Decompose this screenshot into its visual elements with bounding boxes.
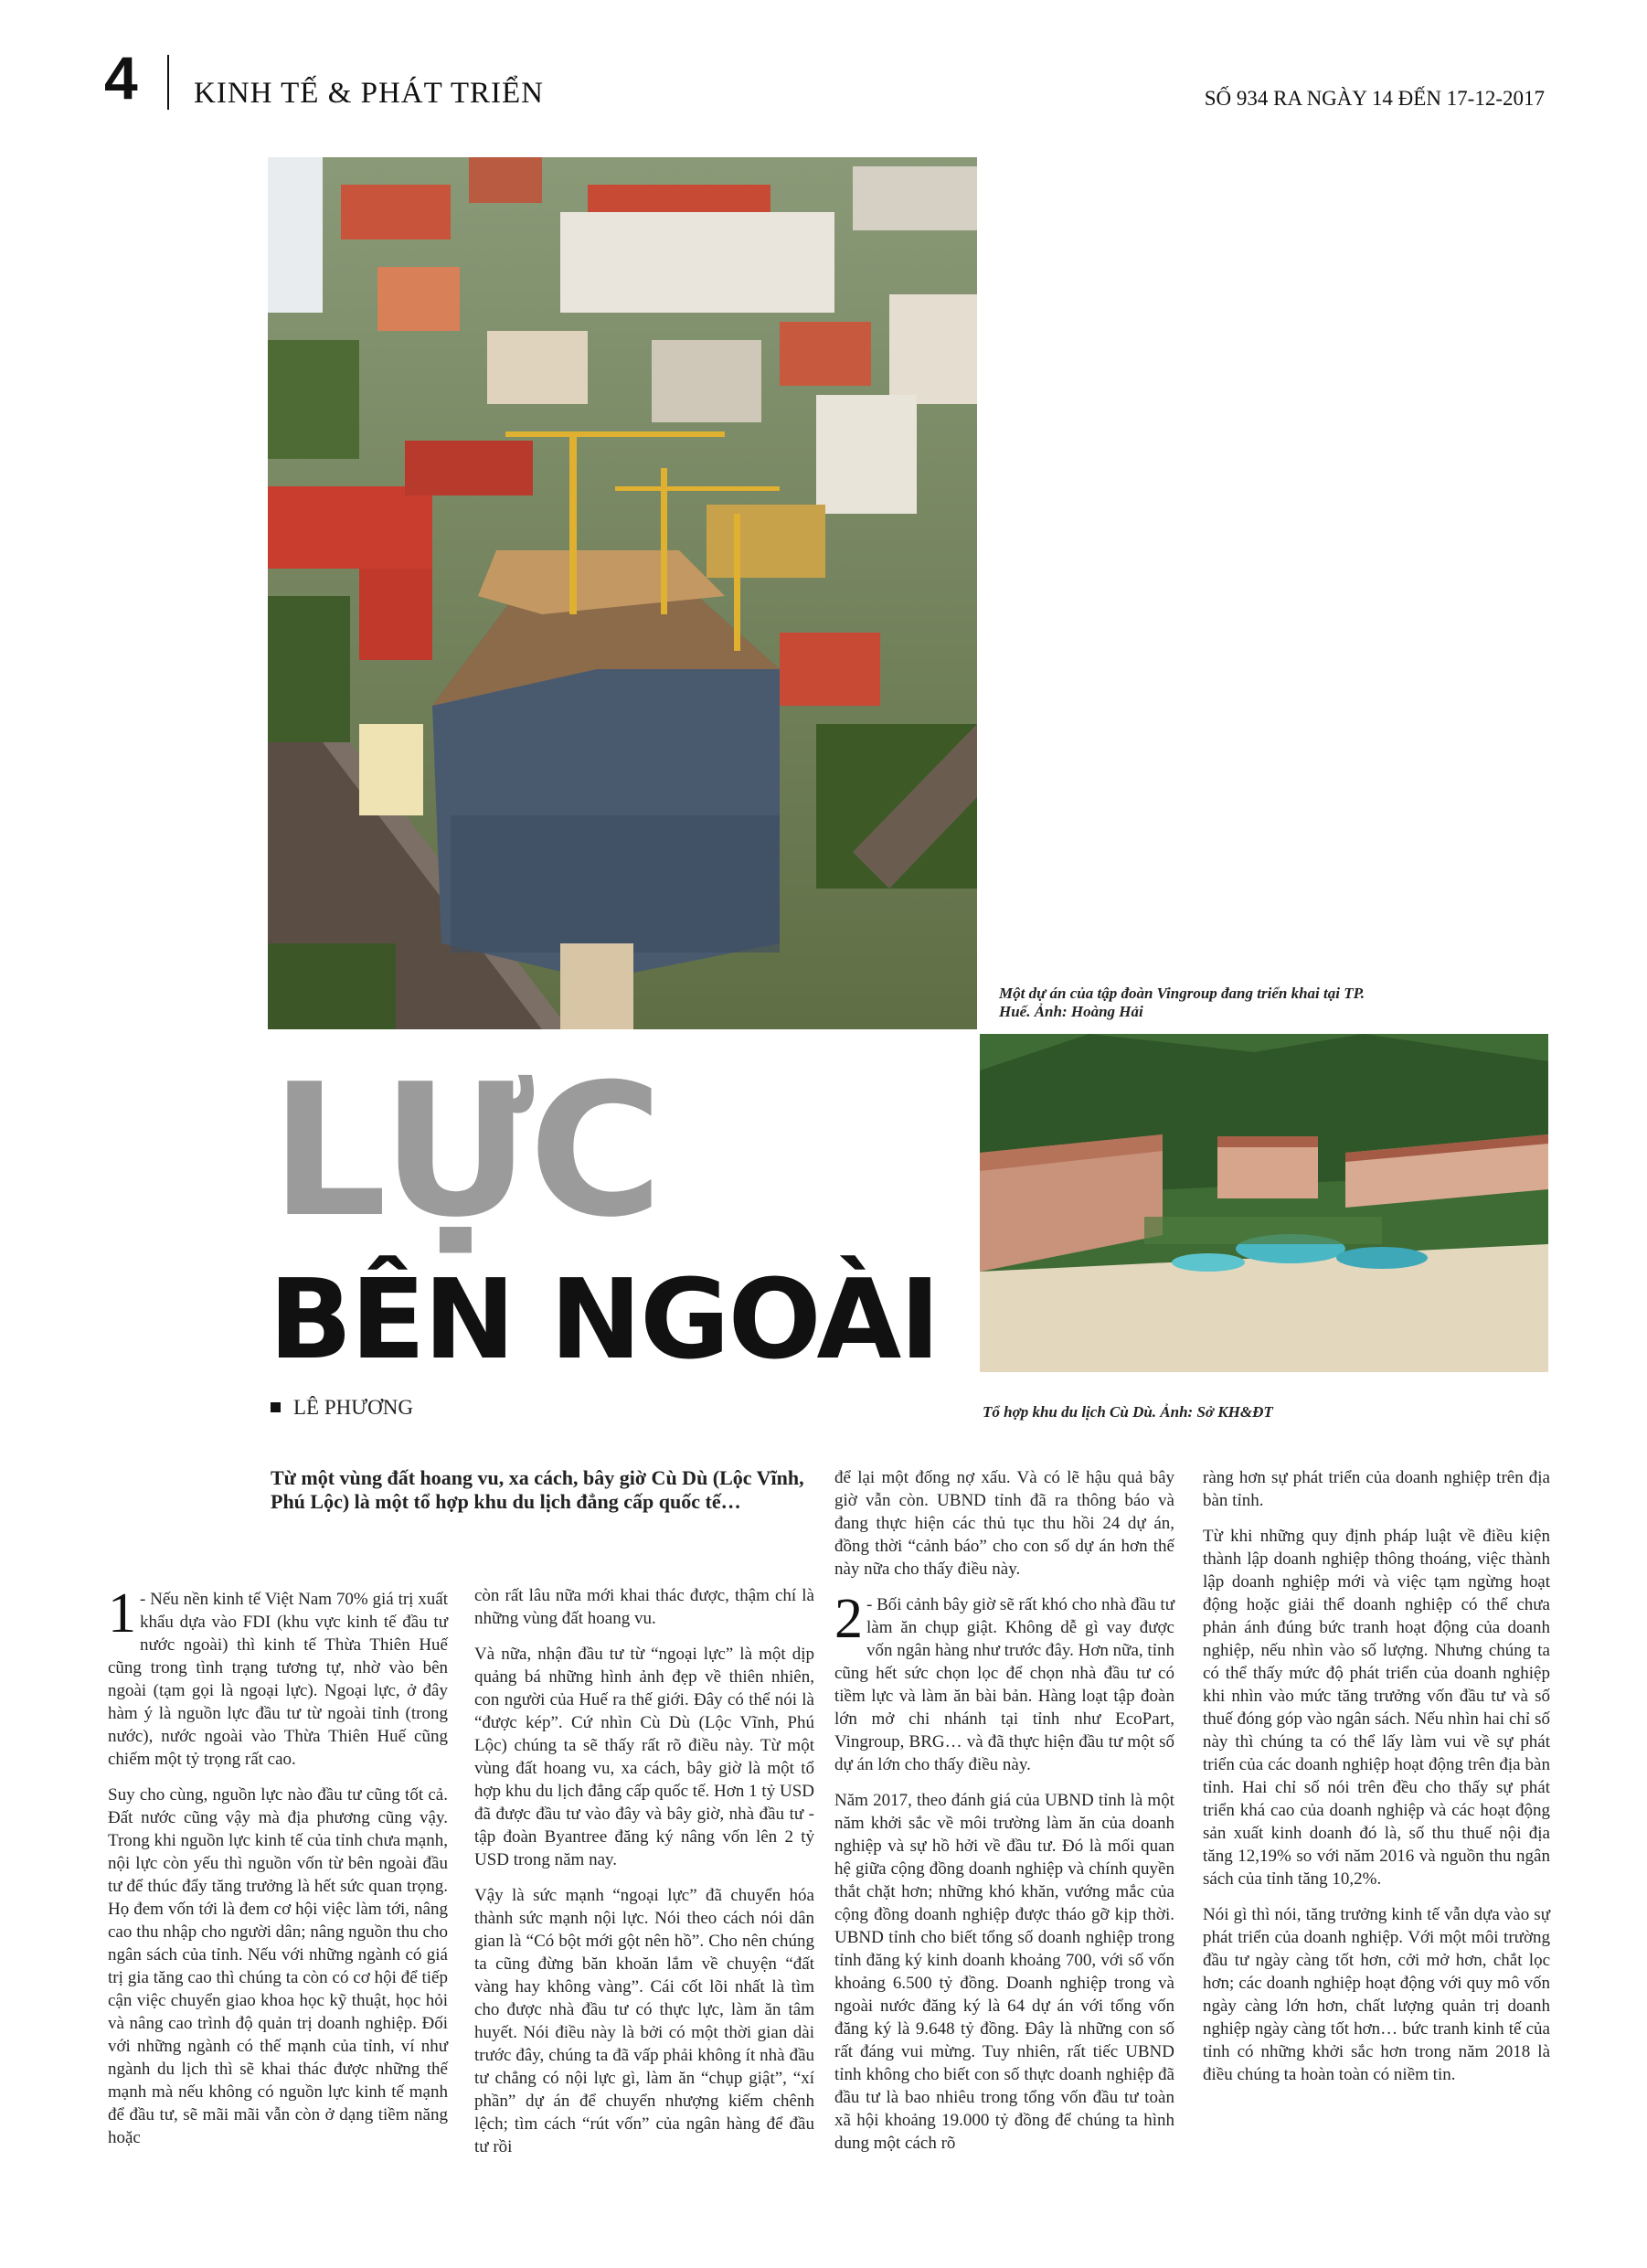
article-column-4 bbox=[1203, 1466, 1550, 2099]
headline-line-1: LỰC bbox=[271, 1045, 658, 1258]
paragraph: Từ khi những quy định pháp luật về điều kiện thành lập doanh nghiệp thông thoáng, việc thành lập doanh nghiệp mới và việc tạm ngừng hoạt động hoặc giải thể doanh nghiệp có thể chưa phản ánh đúng bức tranh hoạt động của doanh nghiệp, nếu nhìn vào số lượng. Nhưng chúng ta có thể thấy mức độ phát triển của doanh nghiệp khi nhìn vào mức tăng trưởng vốn đầu tư và số thuế đóng góp vào ngân sách. Nếu nhìn hai chỉ số này thì chúng ta có thể lấy làm vui về sự phát triển của các doanh nghiệp hoạt động trên địa bàn tỉnh. Hai chỉ số nói trên đều cho thấy sự phát triển khá cao của doanh nghiệp và các hoạt động sản xuất kinh doanh đó là, số thu thuế nội địa tăng 12,19% so với năm 2016 và nguồn thu ngân sách của tỉnh tăng 10,2%. bbox=[1203, 1527, 1550, 1889]
section-title: KINH TẾ & PHÁT TRIỂN bbox=[194, 77, 544, 110]
article-lead: Từ một vùng đất hoang vu, xa cách, bây giờ Cù Dù (Lộc Vĩnh, Phú Lộc) là một tổ hợp khu du lịch đẳng cấp quốc tế… bbox=[271, 1466, 804, 1513]
header-divider bbox=[167, 55, 169, 110]
paragraph: Suy cho cùng, nguồn lực nào đầu tư cũng tốt cả. Đất nước cũng vậy mà địa phương cũng vậy. Trong khi nguồn lực kinh tế của tỉnh chưa mạnh, nội lực còn yếu thì nguồn vốn từ bên ngoài đầu tư để thúc đẩy tăng trưởng là hết sức quan trọng. Họ đem vốn tới là đem cơ hội việc làm tới, nâng cao thu nhập cho người dân; nâng nguồn thu cho ngân sách của tỉnh. Nếu với những ngành có giá trị gia tăng cao thì chúng ta còn có cơ hội để tiếp cận việc chuyển giao khoa học kỹ thuật, học hỏi và nâng cao trình độ quản trị doanh nghiệp. Đối với những ngành có thế mạnh của tỉnh, ví như ngành du lịch thì sẽ khai thác được những thế mạnh mà nếu không có nguồn lực kinh tế mạnh để đầu tư, sẽ mãi mãi vẫn còn ở dạng tiềm năng hoặc bbox=[108, 1785, 448, 2147]
resort-photo bbox=[980, 1034, 1548, 1372]
headline-line-2: BÊN NGOÀI bbox=[269, 1257, 939, 1384]
article-column-1 bbox=[108, 1582, 448, 2162]
byline bbox=[271, 1396, 413, 1420]
paragraph: còn rất lâu nữa mới khai thác được, thậm chí là những vùng đất hoang vu. bbox=[474, 1586, 814, 1628]
paragraph: Vậy là sức mạnh “ngoại lực” đã chuyển hóa thành sức mạnh nội lực. Nói theo cách nói dân gian là “Có bột mới gột nên hồ”. Cho nên chúng ta cũng đừng băn khoăn lắm về chuyện “đất vàng hay không vàng”. Cái cốt lõi nhất là tìm cho được nhà đầu tư có thực lực, làm ăn tâm huyết. Nói điều này là bởi có một thời gian dài trước đây, chúng ta đã vấp phải không ít nhà đầu tư chẳng có nội lực gì, làm ăn “chụp giật”, “xí phần” dự án để chuyển nhượng kiếm chênh lệch; tìm cách “rút vốn” của ngân hàng để đầu tư rồi bbox=[474, 1886, 814, 2156]
article-column-3 bbox=[834, 1466, 1174, 2167]
drop-cap-1: 1 bbox=[108, 1582, 136, 1645]
issue-info: SỐ 934 RA NGÀY 14 ĐẾN 17-12-2017 bbox=[1204, 87, 1545, 110]
paragraph: Và nữa, nhận đầu tư từ “ngoại lực” là một dịp quảng bá những hình ảnh đẹp về thiên nhiên, con người của Huế ra thế giới. Đây có thể nói là “được kép”. Cứ nhìn Cù Dù (Lộc Vĩnh, Phú Lộc) chúng ta sẽ thấy rất rõ điều này. Từ một vùng đất hoang vu, xa cách, bây giờ là một tổ hợp khu du lịch đẳng cấp quốc tế. Hơn 1 tỷ USD đã được đầu tư vào đây và bây giờ, nhà đầu tư - tập đoàn Byantree đăng ký nâng vốn lên 2 tỷ USD trong năm nay. bbox=[474, 1645, 814, 1869]
city-construction-photo bbox=[268, 157, 977, 1029]
paragraph: ràng hơn sự phát triển của doanh nghiệp trên địa bàn tỉnh. bbox=[1203, 1468, 1550, 1510]
paragraph: để lại một đống nợ xấu. Và có lẽ hậu quả bây giờ vẫn còn. UBND tỉnh đã ra thông báo và đang thực hiện các thủ tục thu hồi 24 dự án, đồng thời “cảnh báo” cho con số dự án hơn thế này nữa cho thấy điều này. bbox=[834, 1468, 1174, 1579]
paragraph: Năm 2017, theo đánh giá của UBND tỉnh là một năm khởi sắc về môi trường làm ăn của doanh nghiệp và sự hồ hởi về đầu tư. Đó là mối quan hệ giữa cộng đồng doanh nghiệp và chính quyền thắt chặt hơn; những khó khăn, vướng mắc của cộng đồng doanh nghiệp được tháo gỡ kịp thời. UBND tỉnh cho biết tổng số doanh nghiệp trong tỉnh đăng ký kinh doanh khoảng 700, với số vốn khoảng 6.500 tỷ đồng. Doanh nghiệp trong và ngoài nước đăng ký là 64 dự án với tổng vốn đăng ký là 9.648 tỷ đồng. Đây là những con số rất đáng vui mừng. Tuy nhiên, rất tiếc UBND tỉnh không cho biết con số thực doanh nghiệp đã đầu tư là bao nhiêu trong tổng vốn đầu tư toàn xã hội khoảng 19.000 tỷ đồng để chúng ta hình dung một cách rõ bbox=[834, 1791, 1174, 2153]
main-photo-caption: Một dự án của tập đoàn Vingroup đang triển khai tại TP. Huế. Ảnh: Hoàng Hải bbox=[999, 985, 1365, 1020]
resort-photo-caption: Tổ hợp khu du lịch Cù Dù. Ảnh: Sở KH&ĐT bbox=[983, 1403, 1273, 1421]
paragraph: Nói gì thì nói, tăng trưởng kinh tế vẫn dựa vào sự phát triển của doanh nghiệp. Với một môi trường đầu tư ngày càng tốt hơn, cởi mở hơn, chắt lọc hơn; các doanh nghiệp hoạt động với quy mô vốn ngày càng lớn hơn, chất lượng quản trị doanh nghiệp ngày càng tốt hơn… bức tranh kinh tế của tỉnh có những khởi sắc hơn trong năm 2018 là điều chúng ta hoàn toàn có niềm tin. bbox=[1203, 1905, 1550, 2084]
paragraph: 1 - Nếu nền kinh tế Việt Nam 70% giá trị xuất khẩu dựa vào FDI (khu vực kinh tế đầu tư nước ngoài) thì kinh tế Thừa Thiên Huế cũng trong tình trạng tương tự, nhờ vào bên ngoài (tạm gọi là ngoại lực). Ngoại lực, ở đây hàm ý là nguồn lực đầu tư từ ngoài tỉnh (trong nước), nước ngoài vào Thừa Thiên Huế cũng chiếm một tỷ trọng rất cao. bbox=[108, 1582, 448, 1769]
drop-cap-2: 2 bbox=[834, 1588, 863, 1650]
author-name: LÊ PHƯƠNG bbox=[293, 1396, 413, 1419]
page-number: 4 bbox=[104, 44, 138, 112]
byline-marker bbox=[271, 1402, 281, 1412]
article-column-2 bbox=[474, 1584, 814, 2171]
paragraph: 2 - Bối cảnh bây giờ sẽ rất khó cho nhà đầu tư làm ăn chụp giật. Không dễ gì vay được vốn ngân hàng như trước đây. Hơn nữa, tỉnh cũng hết sức chọn lọc để chọn nhà đầu tư có tiềm lực và làm ăn bài bản. Hàng loạt tập đoàn lớn mở chi nhánh tại tỉnh như EcoPart, Vingroup, BRG… và đã thực hiện đầu tư một số dự án lớn cho thấy điều này. bbox=[834, 1588, 1174, 1774]
